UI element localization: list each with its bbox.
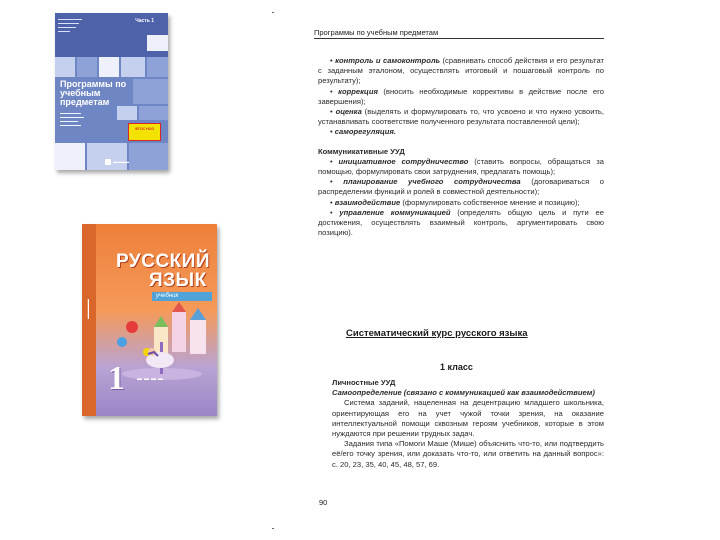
- regulatory-uud-list: [318, 56, 604, 238]
- list-item: • саморегуляция.: [330, 127, 396, 137]
- list-item: • контроль и самоконтроль (сравнивать способ действия и его результат с заданным эталоном, осуществлять итоговый и пошаговый контроль по результату);: [318, 56, 604, 86]
- cover-tile: [147, 57, 168, 77]
- cover-part-label: Часть 1: [135, 18, 154, 24]
- scan-speck: [272, 528, 274, 529]
- cover-tile: [55, 57, 75, 77]
- paragraph: Система заданий, нацеленная на децентрацию младшего школьника, ориентирующая его на учет чужой точки зрения, на оказание интеллектуальной помощи сквозным героям учебников, которые в этом нуждаются при решении трудных задач.: [332, 398, 604, 439]
- cover-title: Программы по учебным предметам: [60, 79, 127, 107]
- cover-tile: [55, 143, 85, 170]
- cover-badge: ФГОС НОО: [128, 123, 161, 141]
- list-item: • коррекция (вносить необходимые коррективы в действие после его завершения);: [318, 86, 604, 106]
- cover-tile: [139, 106, 168, 120]
- list-item: • взаимодействие (формулировать собственное мнение и позицию);: [330, 197, 580, 207]
- program-book-cover: [55, 13, 168, 170]
- paragraph: Задания типа «Помоги Маше (Мише) объяснить что-то, или подтвердить её/его точку зрения, или доказать что-то, или ответить на данный вопрос»: с. 20, 23, 35, 40, 45, 48, 57, 69.: [332, 439, 604, 469]
- section-heading: Личностные УУД: [332, 378, 396, 387]
- cover-spine: [82, 224, 96, 416]
- cover-tile: [121, 57, 145, 77]
- personal-uud-section: [332, 378, 604, 470]
- list-item: • инициативное сотрудничество (ставить вопросы, обращаться за помощью, формулировать свои затруднения, предлагать помощь);: [318, 156, 604, 177]
- cover-tile: [99, 57, 119, 77]
- grade-title: 1 класс: [440, 362, 473, 372]
- cover-fine-print: ▬▬▬▬▬▬▬▬ ▬▬▬▬▬▬▬ ▬▬▬▬▬▬ ▬▬▬▬: [58, 17, 82, 33]
- cover-ribbon-text: учебник: [156, 293, 179, 299]
- publisher-logo-icon: [105, 159, 111, 165]
- publisher-logo: [105, 158, 135, 166]
- publisher-logo-text: ▬▬▬▬: [113, 159, 129, 164]
- cover-bottom-lettering: ▬▬▬▬: [137, 376, 165, 382]
- page-header: Программы по учебным предметам: [314, 28, 604, 39]
- course-title: Систематический курс русского языка: [346, 328, 528, 339]
- subsection-heading: Самоопределение (связано с коммуникацией как взаимодействием): [332, 388, 595, 398]
- section-heading: Коммуникативные УУД: [318, 146, 405, 156]
- cover-tile: [133, 79, 168, 104]
- cover-title-line2: ЯЗЫК: [149, 270, 207, 291]
- cover-grade-number: 1: [108, 360, 125, 397]
- page-number: 90: [319, 498, 328, 507]
- document-page: [314, 28, 614, 533]
- list-item: • оценка (выделять и формулировать то, что усвоено и что нужно усвоить, устанавливать соответствие полученного результата поставленной цели);: [318, 107, 604, 127]
- list-item: • управление коммуникацией (определять общую цель и пути ее достижения, осуществлять взаимный контроль, аргументировать свою позицию).: [318, 207, 604, 238]
- scan-speck: [272, 12, 274, 13]
- cover-title-line1: РУССКИЙ: [116, 251, 211, 272]
- cover-author-vertical: ▬▬▬▬▬: [85, 299, 90, 319]
- russian-textbook-cover: [82, 224, 217, 416]
- cover-tile: [117, 106, 137, 120]
- cover-tile: [147, 35, 168, 51]
- cover-subtitle-lines: ▬▬▬▬▬▬▬ ▬▬▬▬▬▬▬▬ ▬▬▬▬▬▬ ▬▬▬▬▬▬▬: [60, 111, 84, 127]
- list-item: • планирование учебного сотрудничества (договариваться о распределении функций и ролей в совместной деятельности);: [318, 177, 604, 197]
- cover-tile: [77, 57, 97, 77]
